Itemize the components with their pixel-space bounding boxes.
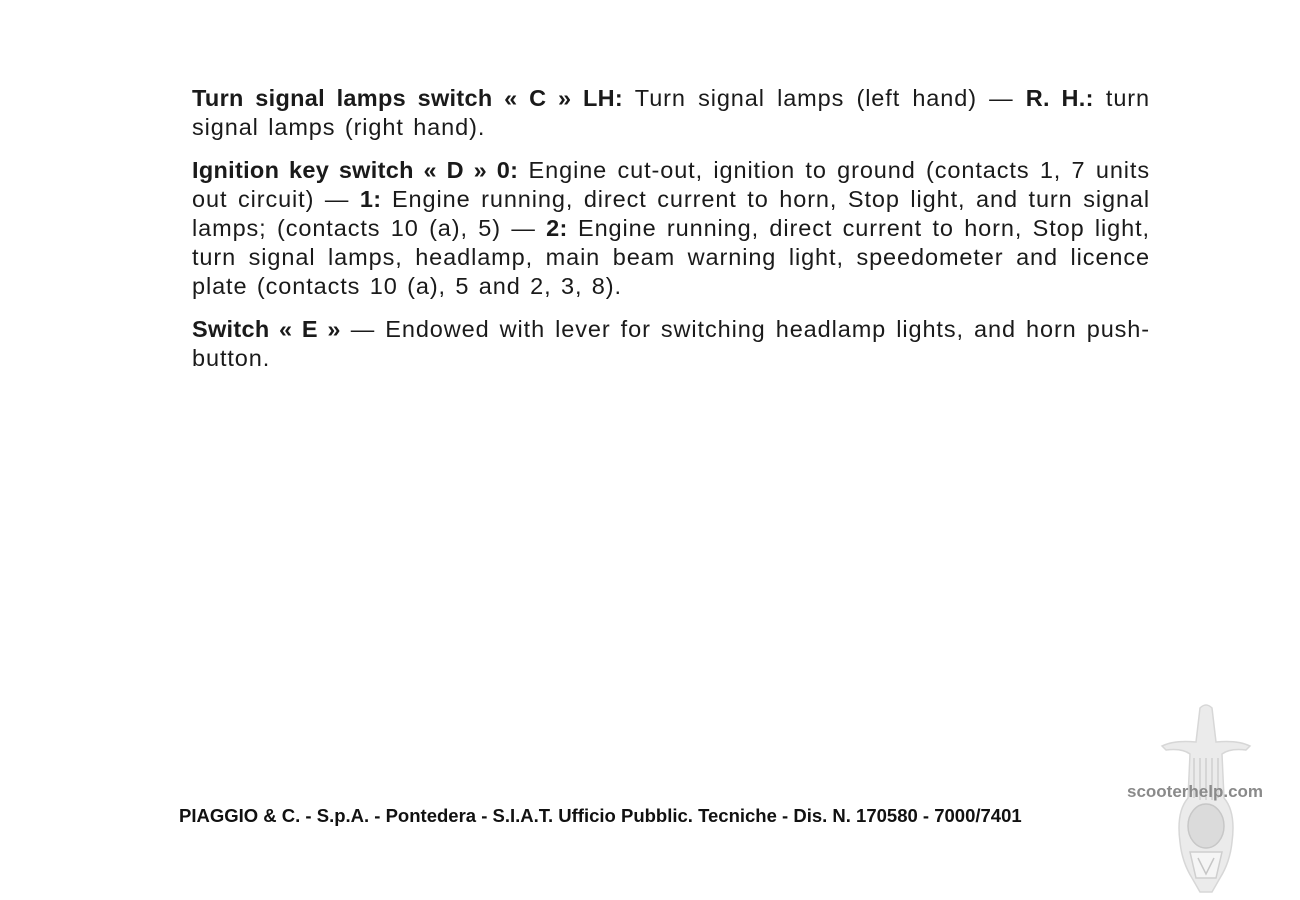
footer-imprint: PIAGGIO & C. - S.p.A. - Pontedera - S.I.A.T. Ufficio Pubblic. Tecniche - Dis. N. 170580 - 7000/7401 — [179, 805, 1022, 826]
body-text — [192, 84, 1150, 387]
paragraph-switch-c — [192, 84, 1150, 142]
switch-d-label: Ignition key switch « D » 0: — [192, 157, 519, 183]
site-watermark-text: scooterhelp.com — [1127, 782, 1264, 801]
paragraph-switch-d — [192, 156, 1150, 301]
switch-c-label: Turn signal lamps switch « C » LH: — [192, 85, 624, 111]
switch-c-lh-text: Turn signal lamps (left hand) — — [623, 85, 1026, 111]
switch-e-text: — Endowed with lever for switching headlamp lights, and horn push-button. — [192, 316, 1151, 371]
switch-d-pos1-label: 1: — [359, 186, 382, 212]
paragraph-switch-e — [192, 315, 1150, 373]
switch-e-label: Switch « E » — [192, 316, 341, 342]
switch-c-rh-text: turn signal lamps (right hand). — [192, 85, 1151, 140]
switch-d-pos2-text: Engine running, direct current to horn, Stop light, turn signal lamps, headlamp, main beam warning light, speedometer and licence plate (contacts 10 (a), 5 and 2, 3, 8). — [192, 215, 1150, 299]
switch-c-rh-label: R. H.: — [1025, 85, 1094, 111]
switch-d-pos0-text: Engine cut-out, ignition to ground (contacts 1, 7 units out circuit) — — [192, 157, 1151, 212]
switch-d-pos2-label: 2: — [546, 215, 568, 241]
switch-d-pos1-text: Engine running, direct current to horn, Stop light, and turn signal lamps; (contacts 10 (a), 5) — — [192, 186, 1151, 241]
